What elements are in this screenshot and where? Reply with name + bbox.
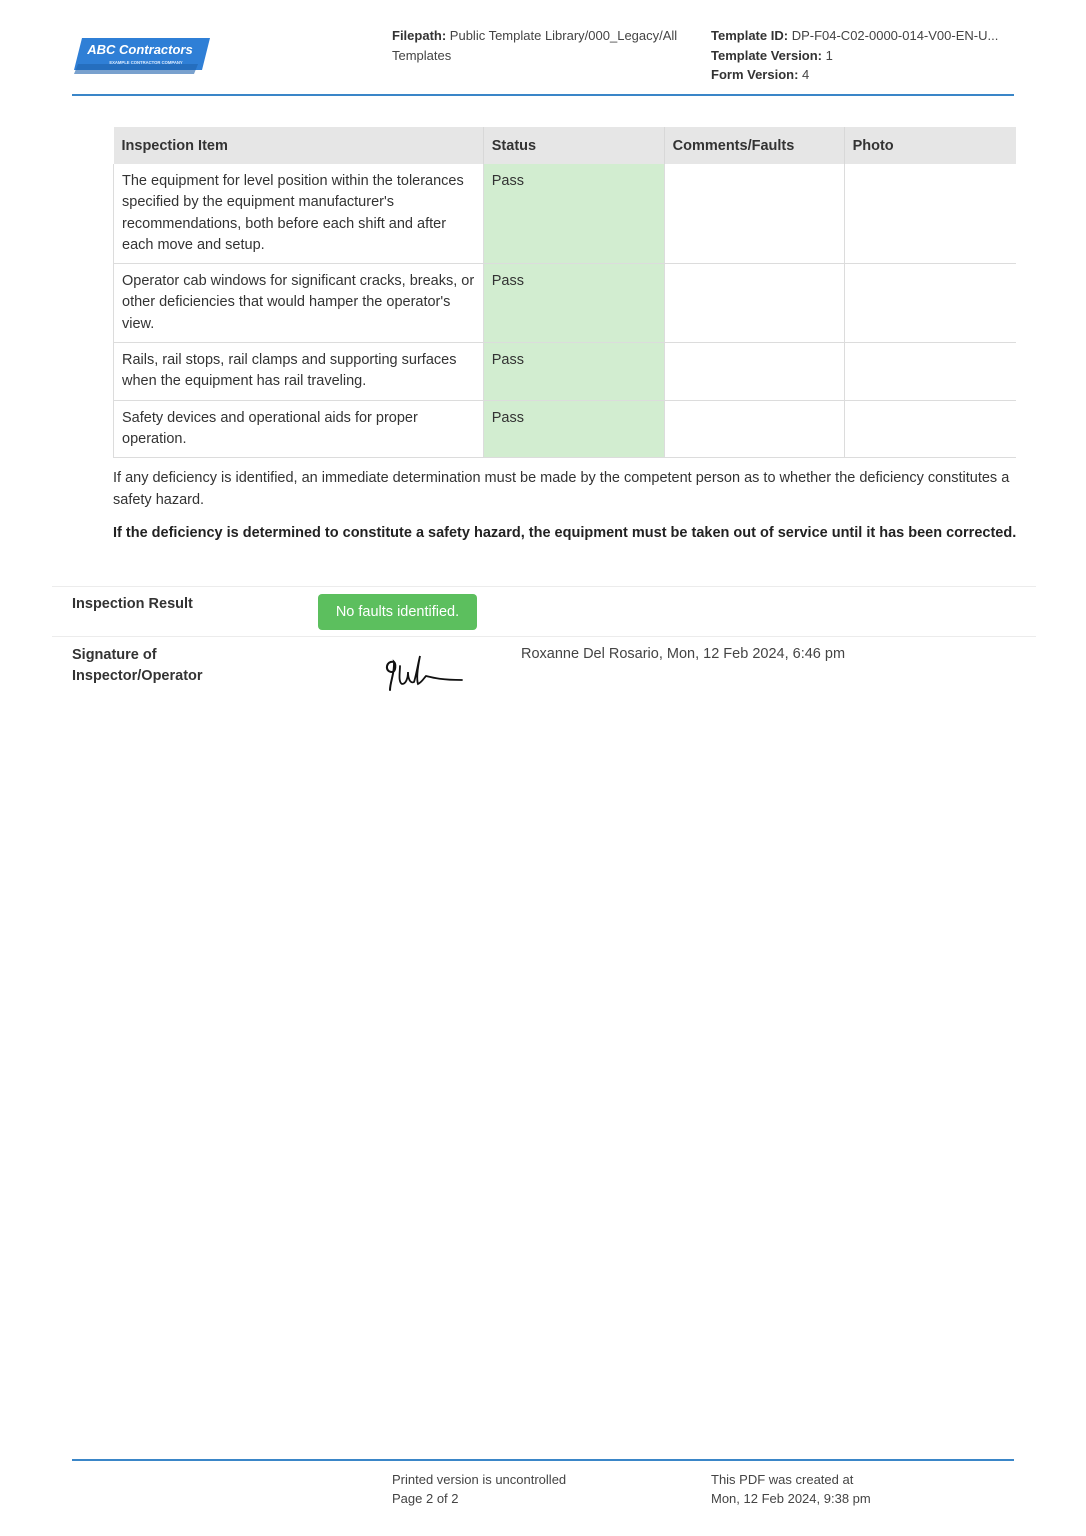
- status-cell: Pass: [483, 164, 664, 264]
- footer-print-info: [392, 1471, 566, 1508]
- photo-cell: [844, 164, 1016, 264]
- svg-text:ABC Contractors: ABC Contractors: [87, 42, 193, 57]
- status-cell: Pass: [483, 264, 664, 343]
- uncontrolled-notice: Printed version is uncontrolled: [392, 1472, 567, 1487]
- section-divider: [52, 636, 1036, 637]
- table-row: [114, 400, 1017, 458]
- status-cell: Pass: [483, 400, 664, 458]
- status-cell: Pass: [483, 343, 664, 401]
- template-id-label: Template ID:: [711, 28, 789, 43]
- deficiency-note: If any deficiency is identified, an immediate determination must be made by the competent person as to whether the deficiency constitutes a safety hazard.: [113, 470, 1010, 508]
- table-header-row: [114, 127, 1017, 164]
- table-row: [114, 343, 1017, 401]
- inspection-table: [113, 127, 1016, 458]
- comments-cell: [664, 343, 844, 401]
- created-label: This PDF was created at: [711, 1472, 854, 1487]
- inspection-item-cell: Safety devices and operational aids for proper operation.: [114, 400, 484, 458]
- signature-label-line1: Signature of: [72, 647, 157, 663]
- photo-cell: [844, 264, 1016, 343]
- template-id-value: DP-F04-C02-0000-014-V00-EN-U...: [791, 28, 999, 43]
- section-divider: [52, 586, 1036, 587]
- column-header-inspection-item: Inspection Item: [114, 127, 484, 164]
- signature-details: Roxanne Del Rosario, Mon, 12 Feb 2024, 6:46 pm: [521, 646, 846, 662]
- footer-divider: [72, 1459, 1014, 1461]
- column-header-photo: Photo: [844, 127, 1016, 164]
- inspection-item-cell: The equipment for level position within the tolerances specified by the equipment manufacturer's recommendations, both before each shift and after each move and setup.: [114, 164, 484, 264]
- inspection-result-label: Inspection Result: [72, 596, 193, 612]
- table-row: [114, 264, 1017, 343]
- created-value: Mon, 12 Feb 2024, 9:38 pm: [711, 1490, 871, 1506]
- signature-label: [72, 645, 203, 686]
- signature-image: [382, 652, 468, 694]
- template-version-label: Template Version:: [711, 47, 823, 63]
- photo-cell: [844, 343, 1016, 401]
- template-info: [711, 26, 1016, 85]
- column-header-comments: Comments/Faults: [664, 127, 844, 164]
- inspection-result-badge: No faults identified.: [318, 594, 477, 630]
- header-divider: [72, 94, 1014, 96]
- comments-cell: [664, 264, 844, 343]
- comments-cell: [664, 164, 844, 264]
- comments-cell: [664, 400, 844, 458]
- signature-label-line2: Inspector/Operator: [72, 667, 203, 684]
- photo-cell: [844, 400, 1016, 458]
- filepath-info: [392, 26, 692, 65]
- form-version-value: 4: [802, 67, 810, 82]
- svg-text:EXAMPLE CONTRACTOR COMPANY: EXAMPLE CONTRACTOR COMPANY: [109, 60, 183, 65]
- inspection-item-cell: Operator cab windows for significant cracks, breaks, or other deficiencies that would hamper the operator's view.: [114, 264, 484, 343]
- filepath-value: Public Template Library/000_Legacy/All Templates: [392, 28, 678, 63]
- filepath-label: Filepath:: [392, 28, 447, 43]
- page-header: [72, 24, 1014, 98]
- column-header-status: Status: [483, 127, 664, 164]
- form-version-label: Form Version:: [711, 67, 799, 82]
- table-row: [114, 164, 1017, 264]
- page-number: Page 2 of 2: [392, 1490, 459, 1506]
- footer-created-info: [711, 1471, 871, 1508]
- template-version-value: 1: [825, 47, 833, 63]
- safety-hazard-note: If the deficiency is determined to constitute a safety hazard, the equipment must be taken out of service until it has been corrected.: [113, 525, 1017, 541]
- inspection-item-cell: Rails, rail stops, rail clamps and supporting surfaces when the equipment has rail traveling.: [114, 343, 484, 401]
- company-logo: [74, 34, 210, 74]
